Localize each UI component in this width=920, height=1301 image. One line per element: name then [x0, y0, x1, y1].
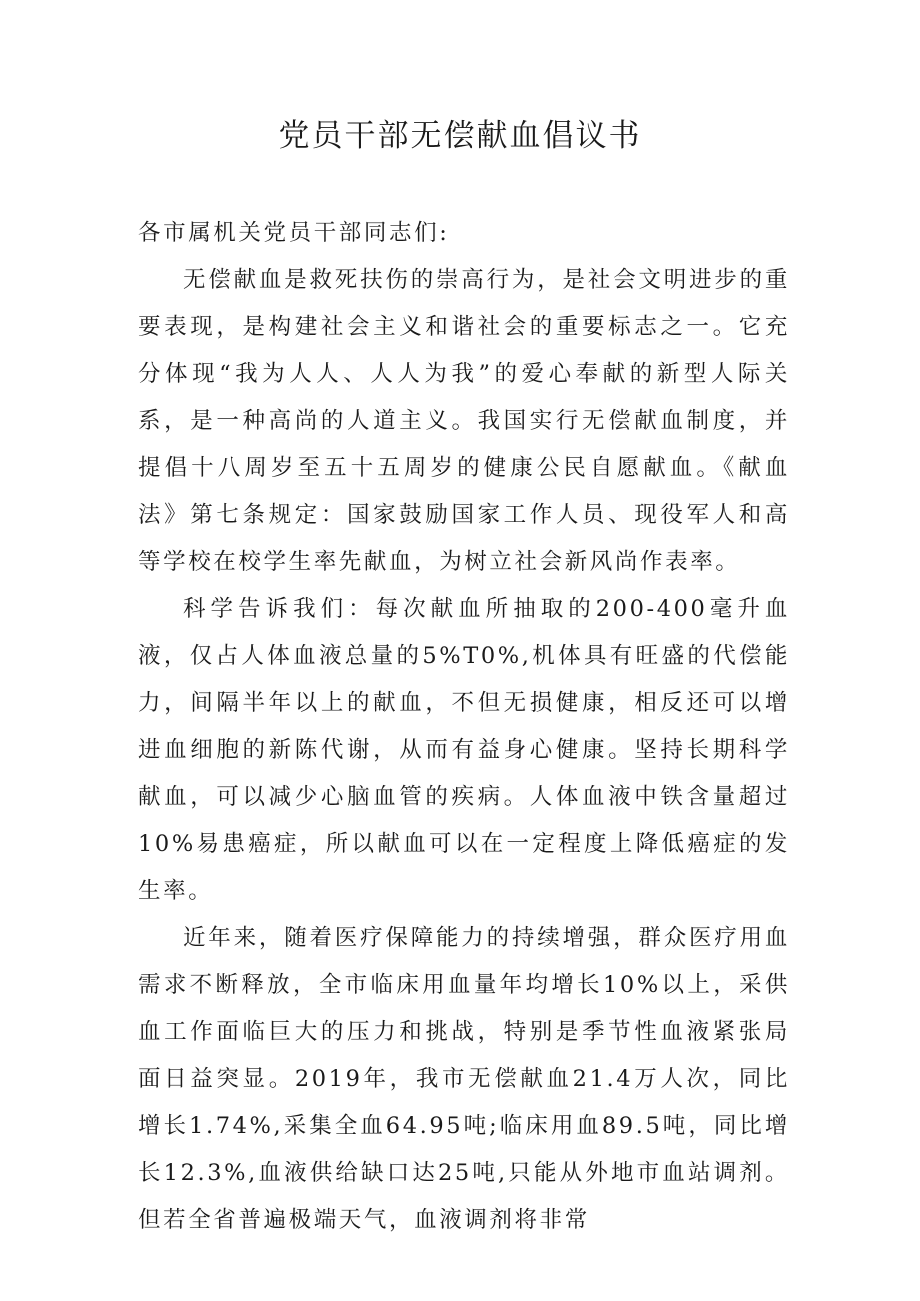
- paragraph-1: 无偿献血是救死扶伤的崇高行为，是社会文明进步的重要表现，是构建社会主义和谐社会的重要标志之一。它充分体现“我为人人、人人为我”的爱心奉献的新型人际关系，是一种高尚的人道主义。我国实行无偿献血制度，并提倡十八周岁至五十五周岁的健康公民自愿献血。《献血法》第七条规定：国家鼓励国家工作人员、现役军人和高等学校在校学生率先献血，为树立社会新风尚作表率。: [138, 267, 790, 575]
- document-title: 党员干部无偿献血倡议书: [278, 118, 642, 154]
- paragraph-2: 科学告诉我们：每次献血所抽取的200-400毫升血液，仅占人体血液总量的5%T0%,机体具有旺盛的代偿能力，间隔半年以上的献血，不但无损健康，相反还可以增进血细胞的新陈代谢，从而有益身心健康。坚持长期科学献血，可以减少心脑血管的疾病。人体血液中铁含量超过10%易患癌症，所以献血可以在一定程度上降低癌症的发生率。: [138, 596, 790, 904]
- document-body: [138, 210, 790, 1244]
- salutation: 各市属机关党员干部同志们:: [138, 220, 450, 246]
- paragraph-3: 近年来，随着医疗保障能力的持续增强，群众医疗用血需求不断释放，全市临床用血量年均增长10%以上，采供血工作面临巨大的压力和挑战，特别是季节性血液紧张局面日益突显。2019年，我市无偿献血21.4万人次，同比增长1.74%,采集全血64.95吨;临床用血89.5吨，同比增长12.3%,血液供给缺口达25吨,只能从外地市血站调剂。但若全省普遍极端天气，血液调剂将非常: [138, 925, 790, 1233]
